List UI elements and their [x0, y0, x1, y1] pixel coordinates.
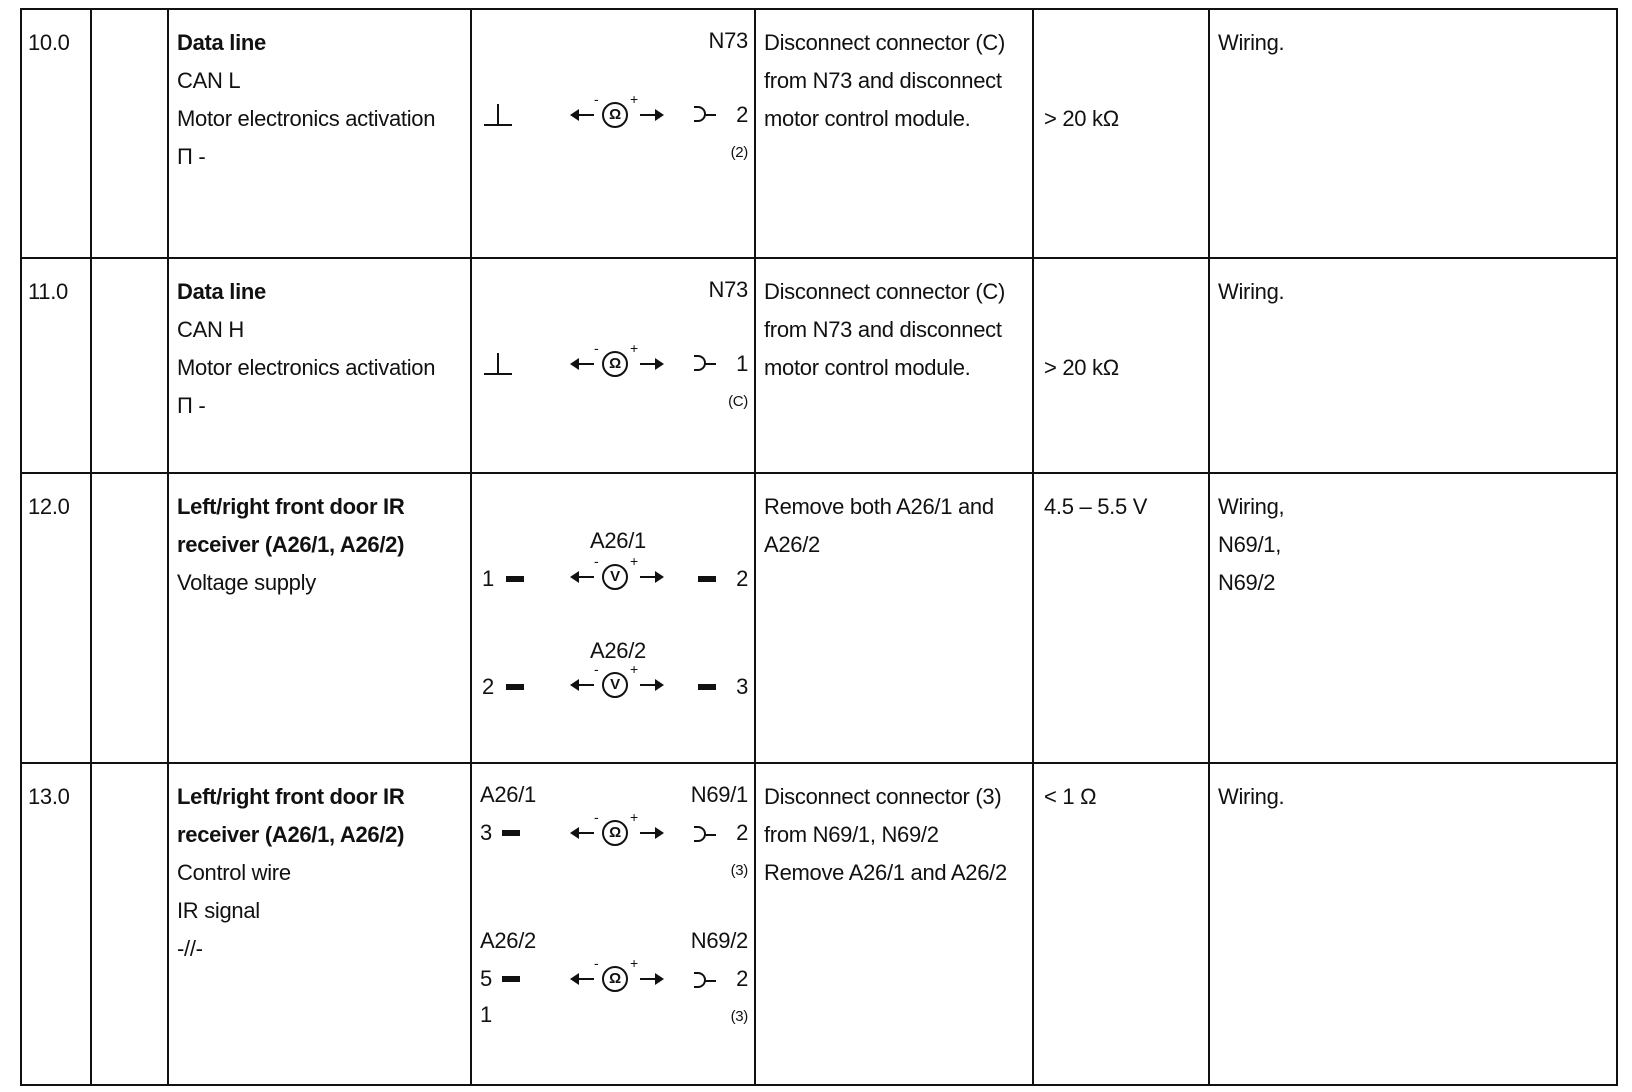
meter-symbol: V	[602, 672, 628, 698]
procedure: Disconnect connector (C) from N73 and disconnect motor control module.	[755, 258, 1033, 473]
plug-icon	[506, 576, 524, 582]
step-number: 13.0	[21, 763, 91, 1085]
arrow-right-icon	[640, 684, 662, 686]
step-number: 10.0	[21, 9, 91, 258]
arrow-right-icon	[640, 832, 662, 834]
test-title: Data line	[177, 30, 266, 55]
pin-number: 3	[736, 673, 748, 699]
pin-number: 2	[736, 965, 748, 991]
plug-icon	[502, 830, 520, 836]
test-line: Control wire	[177, 859, 291, 885]
arrow-left-icon	[572, 576, 594, 578]
component-label: A26/1	[480, 781, 536, 807]
test-circuit-diagram	[471, 763, 755, 1085]
component-label: A26/2	[590, 637, 646, 663]
procedure: Remove both A26/1 and A26/2	[755, 473, 1033, 763]
nominal-value: < 1 Ω	[1033, 763, 1209, 1085]
test-line: Π -	[177, 144, 206, 169]
plug-icon	[698, 684, 716, 690]
voltmeter-icon: - V +	[572, 668, 662, 702]
ohmmeter-icon: - Ω +	[572, 816, 662, 850]
test-title: Left/right front door IR	[177, 783, 405, 809]
pin-number: 2	[736, 565, 748, 591]
meter-symbol: Ω	[602, 820, 628, 846]
test-description	[168, 258, 471, 473]
test-circuit-diagram	[471, 258, 755, 473]
ohmmeter-icon: - Ω +	[572, 98, 662, 132]
arrow-left-icon	[572, 684, 594, 686]
test-line: CAN L	[177, 68, 241, 93]
component-label: N69/2	[690, 927, 748, 953]
test-title: receiver (A26/1, A26/2)	[177, 821, 405, 847]
component-label: N73	[708, 28, 748, 53]
test-description	[168, 9, 471, 258]
arrow-left-icon	[572, 832, 594, 834]
connector-code: (2)	[730, 144, 748, 161]
arrow-left-icon	[572, 114, 594, 116]
socket-icon	[694, 826, 706, 842]
blank-cell	[91, 473, 168, 763]
pin-number: 2	[482, 673, 494, 699]
socket-icon	[694, 355, 706, 371]
nominal-value: > 20 kΩ	[1033, 9, 1209, 258]
test-title: Data line	[177, 279, 266, 305]
meter-symbol: V	[602, 564, 628, 590]
socket-icon	[694, 106, 706, 122]
connector-code: (3)	[730, 1007, 748, 1025]
diagnostic-test-sheet	[20, 8, 1616, 1086]
step-number: 12.0	[21, 473, 91, 763]
test-line: Voltage supply	[177, 569, 316, 595]
blank-cell	[91, 9, 168, 258]
arrow-left-icon	[572, 978, 594, 980]
blank-cell	[91, 258, 168, 473]
nominal-value: > 20 kΩ	[1033, 258, 1209, 473]
arrow-left-icon	[572, 363, 594, 365]
arrow-right-icon	[640, 114, 662, 116]
procedure: Disconnect connector (C) from N73 and disconnect motor control module.	[755, 9, 1033, 258]
table-row	[21, 9, 1617, 258]
connector-code: (C)	[728, 393, 748, 411]
pin-number: 2	[736, 819, 748, 845]
test-line: Π -	[177, 393, 206, 419]
plug-icon	[698, 576, 716, 582]
pin-number: 3	[480, 819, 492, 845]
pin-number: 1	[482, 565, 494, 591]
ground-icon	[484, 102, 512, 126]
test-line: IR signal	[177, 897, 260, 923]
test-line: CAN H	[177, 317, 244, 343]
arrow-right-icon	[640, 978, 662, 980]
test-description	[168, 763, 471, 1085]
table-row	[21, 763, 1617, 1085]
test-description	[168, 473, 471, 763]
meter-symbol: Ω	[602, 351, 628, 377]
component-label: N73	[708, 277, 748, 303]
meter-symbol: Ω	[602, 966, 628, 992]
ohmmeter-icon: - Ω +	[572, 962, 662, 996]
pin-number: 1	[480, 1001, 492, 1027]
arrow-right-icon	[640, 363, 662, 365]
component-label: A26/2	[480, 927, 536, 953]
test-line: -//-	[177, 935, 203, 961]
blank-cell	[91, 763, 168, 1085]
component-label: A26/1	[590, 527, 646, 553]
socket-icon	[694, 972, 706, 988]
test-title: receiver (A26/1, A26/2)	[177, 531, 405, 557]
test-circuit-diagram	[471, 473, 755, 763]
ohmmeter-icon: - Ω +	[572, 347, 662, 381]
connector-code: (3)	[730, 861, 748, 879]
plug-icon	[502, 976, 520, 982]
nominal-value: 4.5 – 5.5 V	[1033, 473, 1209, 763]
table-row	[21, 258, 1617, 473]
step-number: 11.0	[21, 258, 91, 473]
table-row	[21, 473, 1617, 763]
pin-number: 5	[480, 965, 492, 991]
procedure: Disconnect connector (3) from N69/1, N69/2 Remove A26/1 and A26/2	[755, 763, 1033, 1085]
component-label: N69/1	[690, 781, 748, 807]
test-title: Left/right front door IR	[177, 493, 405, 519]
pin-number: 1	[736, 351, 748, 377]
possible-cause: Wiring.	[1209, 9, 1617, 258]
ground-icon	[484, 351, 512, 375]
voltmeter-icon: - V +	[572, 560, 662, 594]
pin-number: 2	[736, 102, 748, 127]
test-line: Motor electronics activation	[177, 106, 436, 131]
possible-cause: Wiring.	[1209, 763, 1617, 1085]
test-line: Motor electronics activation	[177, 355, 436, 381]
test-table	[20, 8, 1618, 1086]
arrow-right-icon	[640, 576, 662, 578]
possible-cause: Wiring, N69/1, N69/2	[1209, 473, 1617, 763]
meter-symbol: Ω	[602, 102, 628, 128]
plug-icon	[506, 684, 524, 690]
test-circuit-diagram	[471, 9, 755, 258]
possible-cause: Wiring.	[1209, 258, 1617, 473]
